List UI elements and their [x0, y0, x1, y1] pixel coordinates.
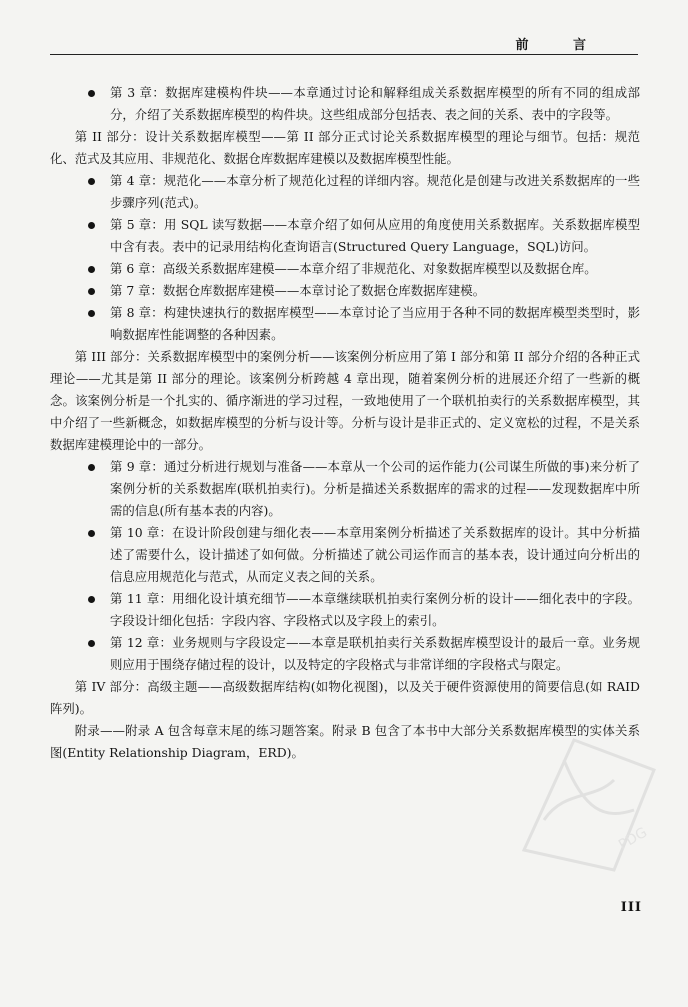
chapter-6-item [110, 258, 640, 280]
pdg-watermark [504, 700, 674, 880]
chapter-12-text: 第 12 章：业务规则与字段设定——本章是联机拍卖行关系数据库模型设计的最后一章。业务规则应用于围绕存储过程的设计，以及特定的字段格式与非常详细的字段格式与限定。 [110, 635, 640, 672]
chapter-8-item [110, 302, 640, 346]
chapter-4-item [110, 170, 640, 214]
chapter-11-item [110, 588, 640, 632]
bullet-icon [88, 266, 95, 273]
chapter-9-item [110, 456, 640, 522]
chapter-list-part3 [50, 456, 640, 676]
bullet-icon [88, 288, 95, 295]
bullet-icon [88, 596, 95, 603]
chapter-7-item [110, 280, 640, 302]
bullet-icon [88, 90, 95, 97]
chapter-4-text: 第 4 章：规范化——本章分析了规范化过程的详细内容。规范化是创建与改进关系数据库的一些步骤序列(范式)。 [110, 173, 640, 210]
bullet-icon [88, 640, 95, 647]
part-2-paragraph: 第 II 部分：设计关系数据库模型——第 II 部分正式讨论关系数据库模型的理论与细节。包括：规范化、范式及其应用、非规范化、数据仓库数据库建模以及数据库模型性能。 [50, 129, 640, 166]
chapter-7-text: 第 7 章：数据仓库数据库建模——本章讨论了数据仓库数据库建模。 [110, 283, 486, 298]
bullet-icon [88, 464, 95, 471]
chapter-3-text: 第 3 章：数据库建模构件块——本章通过讨论和解释组成关系数据库模型的所有不同的组成部分，介绍了关系数据库模型的构件块。这些组成部分包括表、表之间的关系、表中的字段等。 [110, 85, 640, 122]
bullet-icon [88, 222, 95, 229]
bullet-icon [88, 178, 95, 185]
body-text [50, 82, 640, 764]
chapter-10-text: 第 10 章：在设计阶段创建与细化表——本章用案例分析描述了关系数据库的设计。其中分析描述了需要什么，设计描述了如何做。分析描述了就公司运作而言的基本表，设计通过向分析出的信息应用规范化与范式，从而定义表之间的关系。 [110, 525, 640, 584]
chapter-5-item [110, 214, 640, 258]
chapter-5-text: 第 5 章：用 SQL 读写数据——本章介绍了如何从应用的角度使用关系数据库。关系数据库模型中含有表。表中的记录用结构化查询语言(Structured Query Language，SQL)访问。 [110, 217, 640, 254]
appendix-paragraph: 附录——附录 A 包含每章末尾的练习题答案。附录 B 包含了本书中大部分关系数据库模型的实体关系图(Entity Relationship Diagram，ERD)。 [50, 723, 640, 760]
part-4-paragraph: 第 IV 部分：高级主题——高级数据库结构(如物化视图)，以及关于硬件资源使用的简要信息(如 RAID 阵列)。 [50, 679, 640, 716]
bullet-icon [88, 530, 95, 537]
chapter-8-text: 第 8 章：构建快速执行的数据库模型——本章讨论了当应用于各种不同的数据库模型类型时，影响数据库性能调整的各种因素。 [110, 305, 640, 342]
part-3-paragraph: 第 III 部分：关系数据库模型中的案例分析——该案例分析应用了第 I 部分和第 II 部分介绍的各种正式理论——尤其是第 II 部分的理论。该案例分析跨越 4 章出现，随着案例分析的进展还介绍了一些新的概念。该案例分析是一个扎实的、循序渐进的学习过程，一致地使用了一个联机拍卖行的关系数据库模型，其中介绍了一些新概念，如数据库模型的分析与设计等。分析与设计是非正式的、定义宽松的过程，不是关系数据库建模理论中的一部分。 [50, 349, 640, 452]
chapter-list-part1 [50, 82, 640, 126]
chapter-12-item [110, 632, 640, 676]
chapter-3-item [110, 82, 640, 126]
page-number: III [620, 900, 642, 915]
chapter-11-text: 第 11 章：用细化设计填充细节——本章继续联机拍卖行案例分析的设计——细化表中的字段。字段设计细化包括：字段内容、字段格式以及字段上的索引。 [110, 591, 640, 628]
chapter-6-text: 第 6 章：高级关系数据库建模——本章介绍了非规范化、对象数据库模型以及数据仓库。 [110, 261, 597, 276]
running-head-title: 前 言 [515, 38, 606, 53]
chapter-10-item [110, 522, 640, 588]
running-head [50, 30, 638, 55]
watermark-label: PDG [616, 824, 651, 854]
chapter-9-text: 第 9 章：通过分析进行规划与准备——本章从一个公司的运作能力(公司谋生所做的事)来分析了案例分析的关系数据库(联机拍卖行)。分析是描述关系数据库的需求的过程——发现数据库中所需的信息(所有基本表的内容)。 [110, 459, 640, 518]
chapter-list-part2 [50, 170, 640, 346]
bullet-icon [88, 310, 95, 317]
